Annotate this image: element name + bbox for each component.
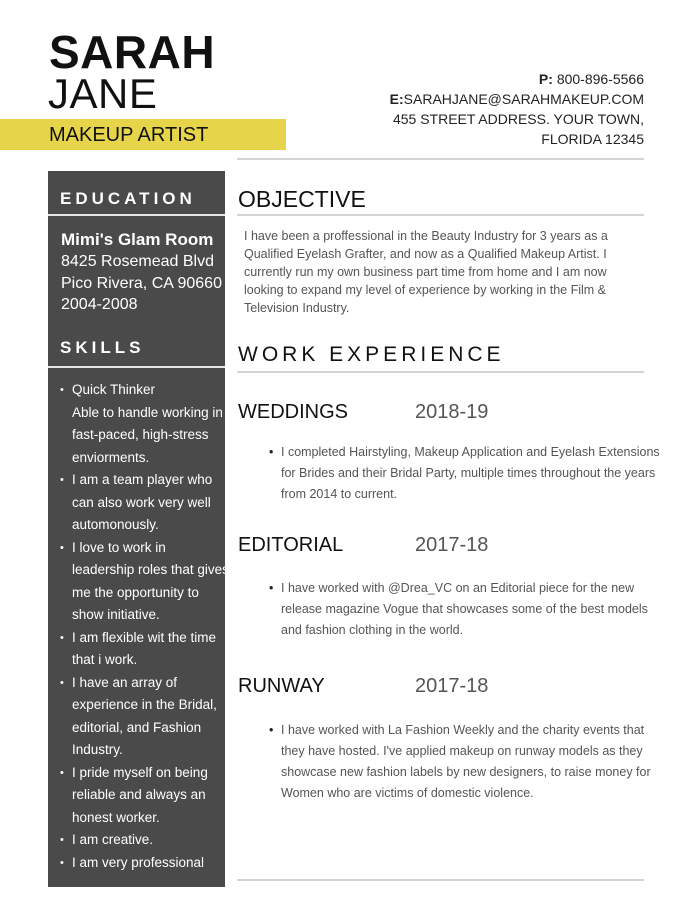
skill-item: • I am flexible wit the time that i work.	[60, 627, 230, 672]
education-years: 2004-2008	[61, 296, 138, 313]
phone-number: 800-896-5566	[556, 71, 644, 87]
skill-item: Able to handle working in fast-paced, high-stress enviorments.	[72, 404, 223, 465]
header-divider	[237, 158, 644, 160]
job-description-text: I have worked with La Fashion Weekly and the charity events that they have hosted. I've applied makeup on runway models as they showcase new fashion labels by new designers, to raise money for Women who are victims of domestic violence.	[281, 723, 651, 800]
education-heading: EDUCATION	[60, 189, 196, 208]
address-line-1: 455 STREET ADDRESS. YOUR TOWN,	[392, 111, 644, 127]
job-years-editorial: 2017-18	[415, 534, 489, 556]
skill-item: • I love to work in leadership roles that gives me the opportunity to show initiative.	[60, 537, 230, 627]
skill-item: • I am very professional	[60, 852, 230, 875]
job-description-editorial	[269, 578, 666, 641]
job-description-text: I completed Hairstyling, Makeup Application and Eyelash Extensions for Brides and their Bridal Party, multiple times throughout the years from 2014 to current.	[281, 445, 660, 501]
job-title-editorial: EDITORIAL	[238, 534, 344, 556]
education-street: 8425 Rosemead Blvd	[61, 253, 214, 270]
skills-list	[60, 379, 230, 874]
skill-item: • I pride myself on being reliable and always an honest worker.	[60, 762, 230, 830]
job-description-weddings	[269, 442, 676, 505]
objective-rule	[237, 214, 644, 216]
work-experience-rule	[237, 371, 644, 373]
skill-item: • I am creative.	[60, 829, 230, 852]
skills-heading: SKILLS	[60, 338, 145, 357]
job-title-runway: RUNWAY	[238, 675, 325, 697]
job-title: MAKEUP ARTIST	[49, 124, 209, 146]
email-label: E:	[389, 91, 404, 107]
email-address[interactable]: SARAHJANE@SARAHMAKEUP.COM	[403, 91, 644, 107]
skill-item: • I am a team player who can also work very well automonously.	[60, 469, 230, 537]
job-description-text: I have worked with @Drea_VC on an Editorial piece for the new release magazine Vogue that showcases some of the best models and fashion clothing in the world.	[281, 581, 648, 637]
skills-rule	[48, 366, 225, 368]
last-name: JANE	[48, 70, 158, 117]
address-line-2: FLORIDA 12345	[541, 131, 644, 147]
objective-text: I have been a proffessional in the Beauty Industry for 3 years as a Qualified Eyelash Grafter, and now as a Qualified Makeup Artist. I currently run my own business part time from home and I am now looking to expand my level of experience by working in the Film & Television Industry.	[244, 229, 608, 315]
work-experience-heading: WORK EXPERIENCE	[238, 343, 505, 366]
bullet-icon: •	[269, 445, 274, 459]
objective-heading: OBJECTIVE	[238, 186, 366, 212]
education-city: Pico Rivera, CA 90660	[61, 275, 222, 292]
bullet-icon: •	[269, 723, 274, 737]
job-years-weddings: 2018-19	[415, 401, 489, 423]
contact-email	[390, 90, 644, 109]
job-title-weddings: WEDDINGS	[238, 401, 348, 423]
job-years-runway: 2017-18	[415, 675, 489, 697]
education-school: Mimi's Glam Room	[61, 230, 214, 249]
footer-divider	[237, 879, 644, 881]
education-rule	[48, 214, 225, 216]
phone-label: P:	[538, 71, 553, 87]
skill-item: • I have an array of experience in the Bridal, editorial, and Fashion Industry.	[60, 672, 230, 762]
skill-item: • Quick Thinker	[60, 379, 230, 402]
first-name: SARAH	[49, 26, 216, 78]
job-description-runway	[269, 720, 666, 804]
contact-phone	[539, 70, 644, 89]
bullet-icon: •	[269, 581, 274, 595]
